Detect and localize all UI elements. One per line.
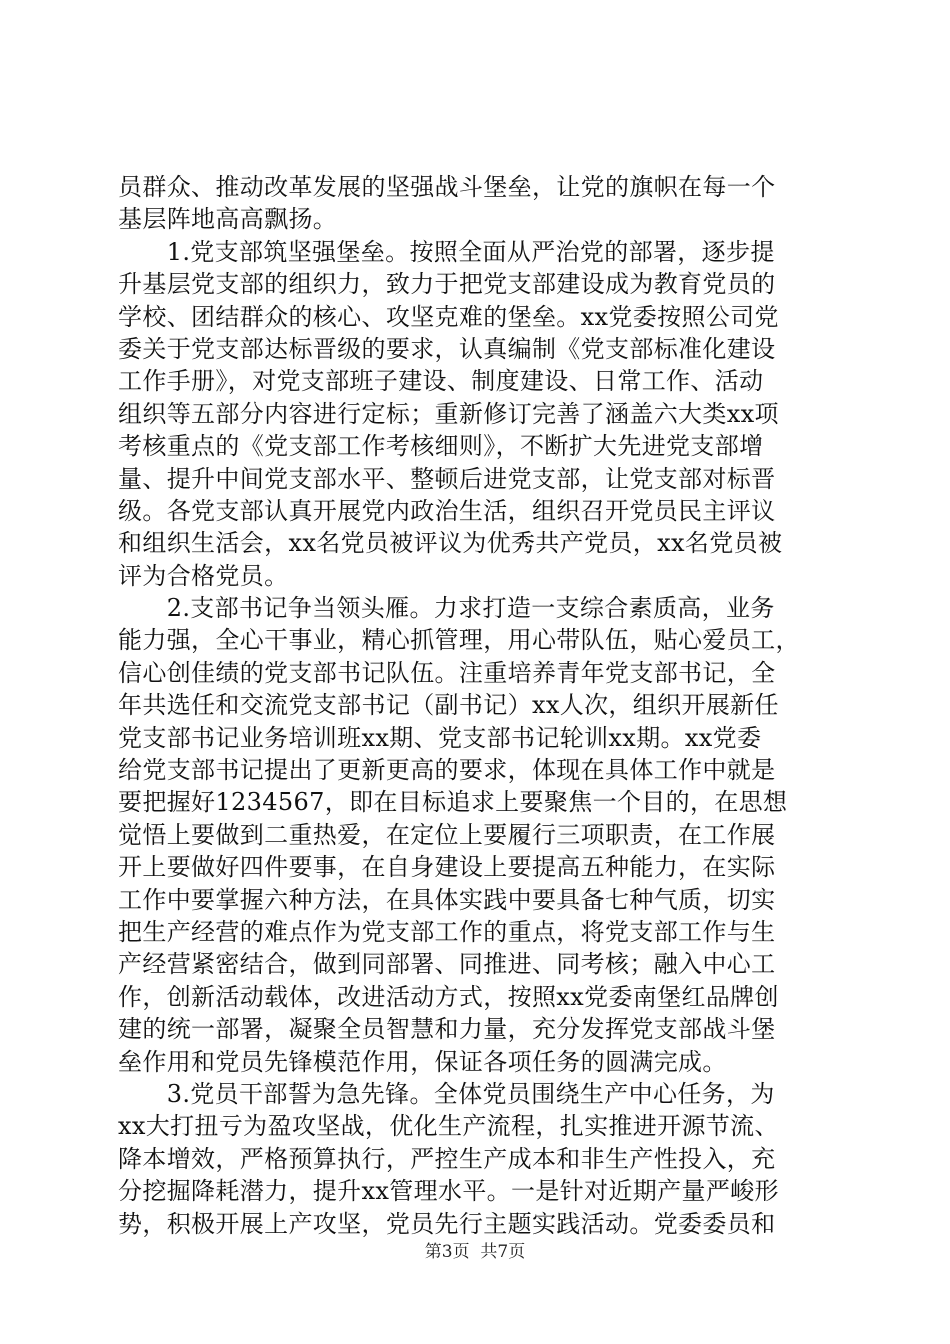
- text-line: 作，创新活动载体，改进活动方式，按照xx党委南堡红品牌创: [118, 982, 779, 1011]
- text-line: 降本增效，严格预算执行，严控生产成本和非生产性投入，充: [118, 1144, 776, 1173]
- text-line: 1.党支部筑坚强堡垒。按照全面从严治党的部署，逐步提: [118, 237, 775, 266]
- text-line: 评为合格党员。: [118, 561, 289, 590]
- text-line: 党支部书记业务培训班xx期、党支部书记轮训xx期。xx党委: [118, 723, 762, 752]
- text-line: 信心创佳绩的党支部书记队伍。注重培养青年党支部书记，全: [118, 658, 776, 687]
- footer-spacer: [470, 1242, 481, 1262]
- text-line: 学校、团结群众的核心、攻坚克难的堡垒。xx党委按照公司党: [118, 302, 779, 331]
- text-line: 势，积极开展上产攻坚，党员先行主题实践活动。党委委员和: [118, 1209, 776, 1238]
- page-count: 共7页: [480, 1242, 526, 1262]
- text-line: 组织等五部分内容进行定标；重新修订完善了涵盖六大类xx项: [118, 399, 779, 428]
- text-line: 觉悟上要做到二重热爱，在定位上要履行三项职责，在工作展: [118, 820, 776, 849]
- text-line: 建的统一部署，凝聚全员智慧和力量，充分发挥党支部战斗堡: [118, 1015, 776, 1044]
- text-line: 分挖掘降耗潜力，提升xx管理水平。一是针对近期产量严峻形: [118, 1177, 779, 1206]
- text-line: 能力强，全心干事业，精心抓管理，用心带队伍，贴心爱员工，: [118, 626, 800, 655]
- page-footer: [0, 1240, 950, 1264]
- text-line: 给党支部书记提出了更新更高的要求，体现在具体工作中就是: [118, 756, 776, 785]
- page-number: 第3页: [424, 1242, 470, 1262]
- text-line: 考核重点的《党支部工作考核细则》，不断扩大先进党支部增: [118, 432, 764, 461]
- text-line: 基层阵地高高飘扬。: [118, 205, 338, 234]
- text-line: 3.党员干部誓为急先锋。全体党员围绕生产中心任务，为: [118, 1079, 775, 1108]
- text-line: 员群众、推动改革发展的坚强战斗堡垒，让党的旗帜在每一个: [118, 173, 776, 201]
- text-line: 年共选任和交流党支部书记（副书记）xx人次，组织开展新任: [118, 691, 779, 720]
- text-line: 产经营紧密结合，做到同部署、同推进、同考核；融入中心工: [118, 950, 776, 979]
- text-line: 工作中要掌握六种方法，在具体实践中要具备七种气质，切实: [118, 885, 776, 914]
- text-line: 级。各党支部认真开展党内政治生活，组织召开党员民主评议: [118, 496, 776, 525]
- text-line: 和组织生活会，xx名党员被评议为优秀共产党员，xx名党员被: [118, 529, 783, 558]
- text-line: 把生产经营的难点作为党支部工作的重点，将党支部工作与生: [118, 917, 776, 946]
- text-line: 委关于党支部达标晋级的要求，认真编制《党支部标准化建设: [118, 334, 776, 363]
- text-line: xx大打扭亏为盈攻坚战，优化生产流程，扎实推进开源节流、: [118, 1112, 779, 1141]
- text-line: 升基层党支部的组织力，致力于把党支部建设成为教育党员的: [118, 270, 776, 299]
- text-line: 要把握好1234567，即在目标追求上要聚焦一个目的，在思想: [118, 788, 788, 817]
- document-body: [118, 171, 834, 1240]
- text-line: 工作手册》，对党支部班子建设、制度建设、日常工作、活动: [118, 367, 764, 396]
- text-line: 垒作用和党员先锋模范作用，保证各项任务的圆满完成。: [118, 1047, 727, 1076]
- text-line: 量、提升中间党支部水平、整顿后进党支部，让党支部对标晋: [118, 464, 776, 493]
- text-line: 2.支部书记争当领头雁。力求打造一支综合素质高，业务: [118, 594, 775, 623]
- text-line: 开上要做好四件要事，在自身建设上要提高五种能力，在实际: [118, 853, 776, 882]
